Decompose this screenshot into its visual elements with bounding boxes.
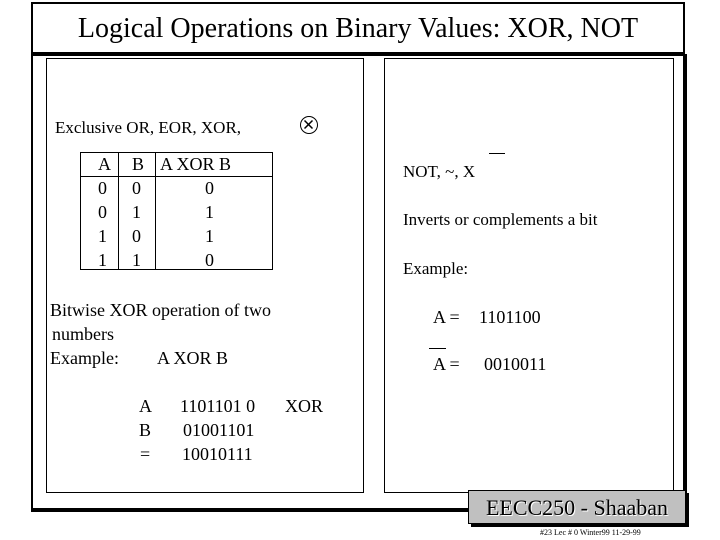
table-divider bbox=[155, 152, 156, 270]
calc-label: B bbox=[139, 420, 152, 440]
table-cell: 1 bbox=[205, 226, 214, 246]
course-badge bbox=[468, 490, 686, 524]
complement-bar bbox=[429, 348, 446, 349]
not-example-value: 1101100 bbox=[479, 307, 541, 327]
table-header: A XOR B bbox=[160, 154, 232, 174]
bitwise-description: Bitwise XOR operation of two bbox=[50, 300, 271, 320]
circled-times-icon bbox=[300, 116, 318, 134]
table-cell: 0 bbox=[98, 202, 107, 222]
table-cell: 1 bbox=[132, 202, 141, 222]
complement-bar bbox=[489, 153, 505, 154]
table-cell: 0 bbox=[205, 250, 214, 270]
title-box bbox=[31, 2, 685, 54]
page-title: Logical Operations on Binary Values: XOR, NOT bbox=[77, 13, 639, 44]
not-example-label: A = bbox=[433, 354, 460, 374]
table-cell: 0 bbox=[132, 226, 141, 246]
table-divider bbox=[80, 176, 273, 177]
table-header: A bbox=[98, 154, 111, 174]
table-cell: 0 bbox=[205, 178, 214, 198]
table-cell: 1 bbox=[205, 202, 214, 222]
table-cell: 0 bbox=[98, 178, 107, 198]
table-cell: 1 bbox=[98, 250, 107, 270]
not-example-value: 0010011 bbox=[484, 354, 547, 374]
slide-footer: #23 Lec # 0 Winter99 11-29-99 bbox=[540, 528, 641, 537]
course-badge-label: EECC250 - Shaaban bbox=[485, 495, 669, 520]
calc-operator: XOR bbox=[285, 396, 324, 416]
xor-heading: Exclusive OR, EOR, XOR, bbox=[55, 118, 242, 137]
bitwise-description: numbers bbox=[52, 324, 114, 344]
not-definition: NOT, ~, X bbox=[403, 162, 476, 181]
example-label: Example: bbox=[403, 259, 469, 278]
calc-label: A bbox=[139, 396, 152, 416]
table-cell: 0 bbox=[132, 178, 141, 198]
calc-value: 1101101 0 bbox=[180, 396, 256, 416]
example-expression: A XOR B bbox=[157, 348, 229, 368]
not-example-label: A = bbox=[433, 307, 460, 327]
calc-value: 01001101 bbox=[183, 420, 255, 440]
table-header: B bbox=[132, 154, 145, 174]
table-cell: 1 bbox=[132, 250, 141, 270]
calc-result: 10010111 bbox=[182, 444, 253, 464]
not-description: Inverts or complements a bit bbox=[403, 210, 598, 229]
example-label: Example: bbox=[50, 348, 119, 368]
calc-label: = bbox=[140, 444, 151, 464]
table-divider bbox=[118, 152, 119, 270]
table-cell: 1 bbox=[98, 226, 107, 246]
